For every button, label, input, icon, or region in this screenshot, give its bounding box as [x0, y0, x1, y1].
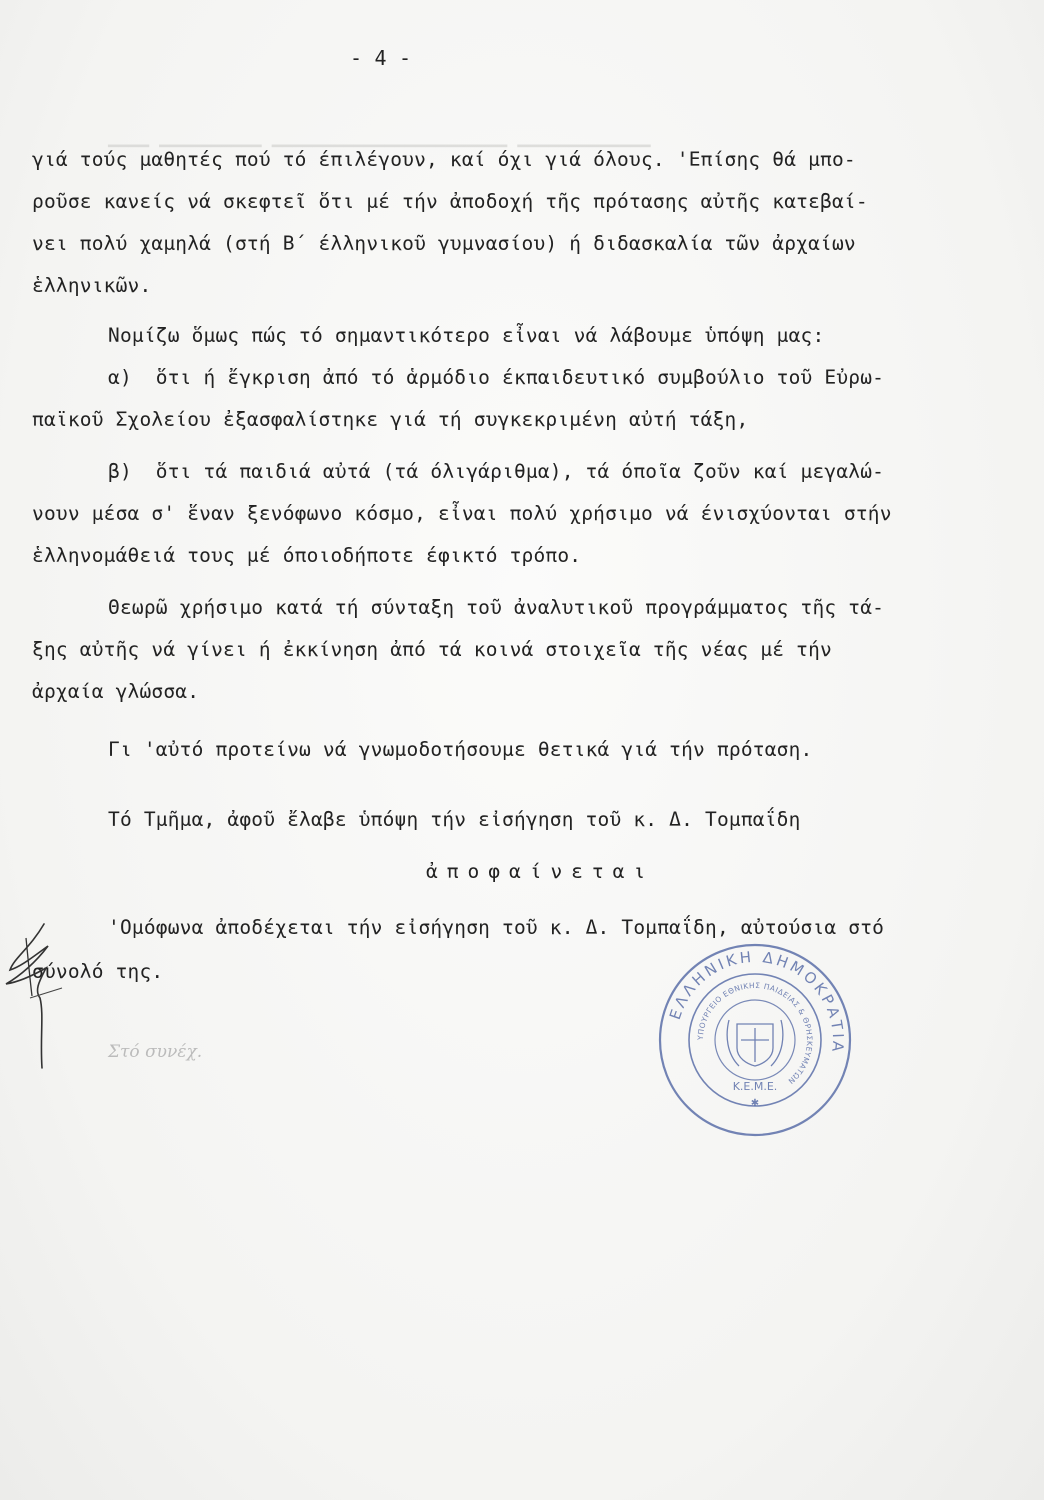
- page-number: - 4 -: [350, 46, 412, 70]
- body-line: νει πολύ χαμηλά (στή Β΄ έλληνικοῦ γυμνασίου) ή διδασκαλία τῶν ἀρχαίων: [32, 232, 856, 255]
- section-line: Τό Τμῆμα, ἀφοῦ ἔλαβε ὑπόψη τήν εἰσήγηση τοῦ κ. Δ. Τομπαΐδη: [108, 808, 801, 831]
- decision-heading: ἀποφαίνεται: [426, 860, 655, 883]
- bleed-through-text: ▁▁▁▁ ▁▁▁▁▁▁▁▁▁▁ ▁▁▁▁▁▁▁▁▁▁▁▁▁▁▁▁▁▁▁▁▁▁▁ ▁▁▁▁▁▁▁▁▁▁▁▁▁: [108, 128, 651, 148]
- svg-text:ΕΛΛΗΝΙΚΗ ΔΗΜΟΚΡΑΤΙΑ: [666, 948, 847, 1056]
- stamp-inner-text: ΥΠΟΥΡΓΕΙΟ ΕΘΝΙΚΗΣ ΠΑΙΔΕΙΑΣ & ΘΡΗΣΚΕΥΜΑΤΩΝ: [695, 980, 815, 1086]
- body-line: ξης αὐτῆς νά γίνει ή ἐκκίνηση ἀπό τά κοινά στοιχεῖα τῆς νέας μέ τήν: [32, 638, 832, 661]
- body-line: Θεωρῶ χρήσιμο κατά τή σύνταξη τοῦ ἀναλυτικοῦ προγράμματος τῆς τά-: [108, 596, 885, 619]
- handwritten-signature: [0, 918, 70, 1078]
- body-line: ἑλληνικῶν.: [32, 274, 152, 297]
- body-line: ἑλληνομάθειά τους μέ όποιοδήποτε έφικτό τρόπο.: [32, 544, 582, 567]
- list-item-b: β) ὅτι τά παιδιά αὐτά (τά όλιγάριθμα), τά όποῖα ζοῦν καί μεγαλώ-: [108, 460, 885, 483]
- official-stamp: [655, 940, 855, 1140]
- stamp-outer-text: ΕΛΛΗΝΙΚΗ ΔΗΜΟΚΡΑΤΙΑ: [665, 947, 848, 1056]
- star-icon: ✱: [750, 1098, 760, 1109]
- proposal-line: Γι 'αὐτό προτείνω νά γνωμοδοτήσουμε θετικά γιά τήν πρόταση.: [108, 738, 813, 761]
- body-line: νουν μέσα σ' ἕναν ξενόφωνο κόσμο, εἶναι πολύ χρήσιμο νά ένισχύονται στήν: [32, 502, 892, 525]
- body-line: ἀρχαία γλώσσα.: [32, 680, 200, 703]
- body-line: παϊκοῦ Σχολείου ἐξασφαλίστηκε γιά τή συγκεκριμένη αὐτή τάξη,: [32, 408, 749, 431]
- stamp-bottom-text: Κ.Ε.Μ.Ε.: [732, 1080, 778, 1093]
- body-line: γιά τούς μαθητές πού τό έπιλέγουν, καί όχι γιά όλους. 'Επίσης θά μπο-: [32, 148, 856, 171]
- coat-of-arms-icon: [727, 1020, 783, 1066]
- list-item-a: α) ὅτι ή ἔγκριση ἀπό τό ἁρμόδιο έκπαιδευτικό συμβούλιο τοῦ Εὐρω-: [108, 366, 885, 389]
- body-line: ροῦσε κανείς νά σκεφτεῖ ὅτι μέ τήν ἀποδοχή τῆς πρότασης αὐτῆς κατεβαί-: [32, 190, 868, 213]
- margin-note: Στό συνέχ.: [108, 1042, 203, 1062]
- body-line: Νομίζω ὅμως πώς τό σημαντικότερο εἶναι νά λάβουμε ὑπόψη μας:: [108, 324, 825, 347]
- decision-line: σύνολό της.: [32, 960, 164, 983]
- decision-line: 'Ομόφωνα ἀποδέχεται τήν εἰσήγηση τοῦ κ. Δ. Τομπαΐδη, αὐτούσια στό: [108, 916, 885, 939]
